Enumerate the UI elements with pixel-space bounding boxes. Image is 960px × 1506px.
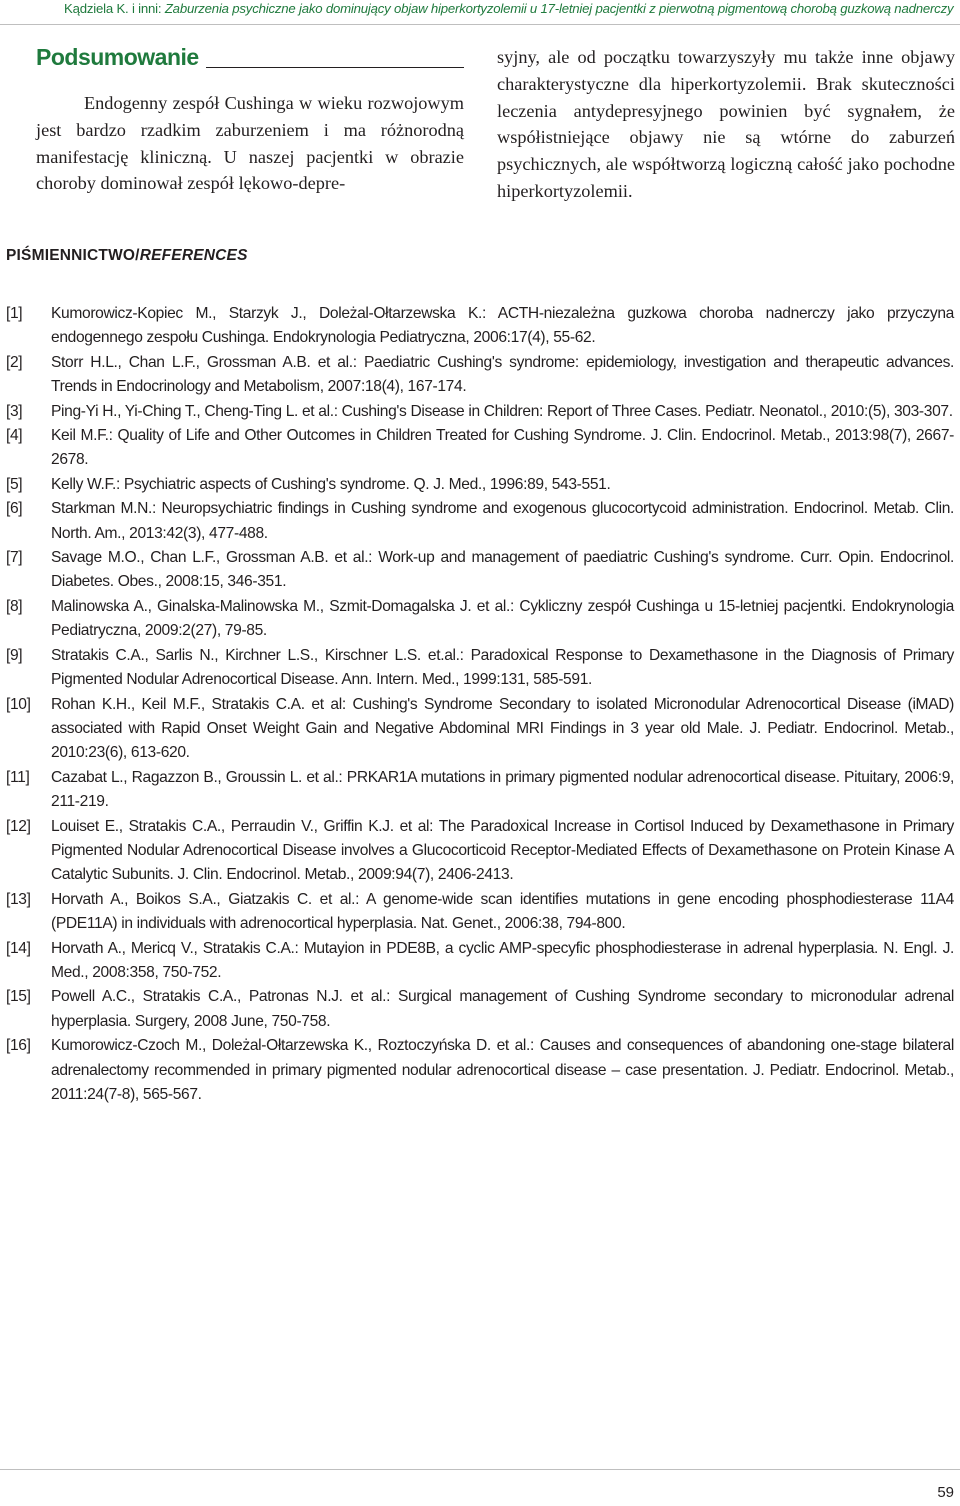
reference-text: Malinowska A., Ginalska-Malinowska M., Szmit-Domagalska J. et al.: Cykliczny zespół Cushinga u 15-letniej pacjentki. Endokrynologia Pediatryczna, 2009:2(27), 79-85.	[51, 597, 954, 640]
header-divider	[0, 24, 960, 25]
reference-text: Savage M.O., Chan L.F., Grossman A.B. et al.: Work-up and management of paediatric Cushing's syndrome. Curr. Opin. Endocrinol. Diabetes. Obes., 2008:15, 346-351.	[51, 549, 954, 591]
reference-text: Rohan K.H., Keil M.F., Stratakis C.A. et al: Cushing's Syndrome Secondary to isolated Micronodular Adrenocortical Disease (iMAD) associated with Rapid Onset Weight Gain and Negative Abdominal MRI Findings in 3 year old Male. J. Pediatr. Endocrinol. Metab., 2010:23(6), 613-620.	[51, 695, 954, 762]
reference-item	[6, 546, 954, 595]
reference-item	[6, 815, 954, 888]
reference-item	[6, 937, 954, 986]
reference-item	[6, 302, 954, 351]
reference-number: [12]	[6, 817, 31, 835]
reference-text: Horvath A., Boikos S.A., Giatzakis C. et al.: A genome-wide scan identifies mutations in gene encoding phosphodiesterase 11A4 (PDE11A) in individuals with adrenocortical hyperplasia. Nat. Genet., 2006:38, 794-800.	[51, 890, 954, 933]
reference-text: Storr H.L., Chan L.F., Grossman A.B. et al.: Paediatric Cushing's syndrome: epidemiology, investigation and therapeutic advances. Trends in Endocrinology and Metabolism, 2007:18(4), 167-174.	[51, 353, 954, 396]
reference-text: Keil M.F.: Quality of Life and Other Outcomes in Children Treated for Cushing Syndrome. J. Clin. Endocrinol. Metab., 2013:98(7), 2667-2678.	[51, 427, 954, 469]
reference-text: Stratakis C.A., Sarlis N., Kirchner L.S., Kirschner L.S. et.al.: Paradoxical Response to Dexamethasone in the Diagnosis of Primary Pigmented Nodular Adrenocortical Disease. Ann. Intern. Med., 1999:131, 585-591.	[51, 646, 954, 689]
reference-text: Louiset E., Stratakis C.A., Perraudin V., Griffin K.J. et al: The Paradoxical Increase in Cortisol Induced by Dexamethasone in Primary Pigmented Nodular Adrenocortical Disease involves a Glucocorticoid Receptor-Mediated Effects of Dexamethasone on Protein Kinase A Catalytic Subunits. J. Clin. Endocrinol. Metab., 2009:94(7), 2406-2413.	[51, 817, 954, 884]
reference-text: Horvath A., Mericq V., Stratakis C.A.: Mutayion in PDE8B, a cyclic AMP-specyfic phosphodiesterase in adrenal hyperplasia. N. Engl. J. Med., 2008:358, 750-752.	[51, 939, 954, 981]
reference-item	[6, 351, 954, 400]
reference-number: [6]	[6, 500, 23, 518]
running-header-title: Zaburzenia psychiczne jako dominujący objaw hiperkortyzolemii u 17-letniej pacjentki z pierwotną pigmentową chorobą guzkową nadnerczy	[164, 1, 954, 16]
reference-item	[6, 473, 954, 497]
reference-text: Starkman M.N.: Neuropsychiatric findings in Cushing syndrome and exogenous glucocortycoid administration. Endocrinol. Metab. Clin. North. Am., 2013:42(3), 477-488.	[51, 500, 954, 542]
reference-text: Cazabat L., Ragazzon B., Groussin L. et al.: PRKAR1A mutations in primary pigmented nodular adrenocortical disease. Pituitary, 2006:9, 211-219.	[51, 768, 954, 811]
summary-right-column: syjny, ale od początku towarzyszyły mu także inne objawy charakterystyczne dla hiperkortyzolemii. Brak skuteczności leczenia antydepresyjnego powinien być sygnałem, że współistniejące objawy nie są wtórne do zaburzeń psychicznych, ale współtworzą logiczną całość jako pochodne hiperkortyzolemii.	[497, 47, 955, 201]
references-heading-italic: REFERENCES	[139, 247, 248, 264]
references-list	[6, 302, 954, 1107]
reference-item	[6, 595, 954, 644]
references-heading	[6, 247, 248, 265]
reference-item	[6, 766, 954, 815]
reference-number: [10]	[6, 695, 31, 713]
running-header-author: Kądziela K. i inni:	[64, 1, 165, 16]
reference-number: [15]	[6, 988, 31, 1006]
reference-item	[6, 497, 954, 546]
reference-number: [4]	[6, 427, 23, 445]
summary-left-column: Endogenny zespół Cushinga w wieku rozwojowym jest bardzo rzadkim zaburzeniem i ma różnorodną manifestację kliniczną. U naszej pacjentki w obrazie choroby dominował zespół lękowo-depre-	[36, 93, 464, 194]
summary-heading-rule	[206, 67, 464, 68]
reference-number: [2]	[6, 353, 23, 371]
reference-text: Kumorowicz-Kopiec M., Starzyk J., Doleżal-Ołtarzewska K.: ACTH-niezależna guzkowa choroba nadnerczy jako przyczyna endogennego zespołu Cushinga. Endokrynologia Pediatryczna, 2006:17(4), 55-62.	[51, 305, 954, 347]
reference-item	[6, 424, 954, 473]
references-heading-plain: PIŚMIENNICTWO/	[6, 247, 140, 264]
page-number: 59	[937, 1484, 954, 1501]
reference-number: [14]	[6, 939, 31, 957]
reference-number: [16]	[6, 1037, 31, 1055]
reference-text: Ping-Yi H., Yi-Ching T., Cheng-Ting L. et al.: Cushing's Disease in Children: Report of Three Cases. Pediatr. Neonatol., 2010:(5), 303-307.	[51, 402, 953, 420]
reference-item	[6, 644, 954, 693]
reference-text: Kumorowicz-Czoch M., Doleżal-Ołtarzewska K., Roztoczyńska D. et al.: Causes and consequences of abandoning one-stage bilateral adrenalectomy recommended in primary pigmented nodular adrenocortical disease – case presentation. J. Pediatr. Endocrinol. Metab., 2011:24(7-8), 565-567.	[51, 1037, 954, 1103]
reference-item	[6, 1034, 954, 1107]
reference-number: [7]	[6, 549, 23, 567]
reference-item	[6, 888, 954, 937]
reference-item	[6, 400, 954, 424]
summary-heading: Podsumowanie	[36, 44, 199, 70]
reference-number: [1]	[6, 305, 23, 322]
reference-item	[6, 985, 954, 1034]
reference-text: Powell A.C., Stratakis C.A., Patronas N.J. et al.: Surgical management of Cushing Syndrome secondary to micronodular adrenal hyperplasia. Surgery, 2008 June, 750-758.	[51, 988, 954, 1030]
footer-divider	[0, 1469, 960, 1470]
reference-text: Kelly W.F.: Psychiatric aspects of Cushing's syndrome. Q. J. Med., 1996:89, 543-551.	[51, 475, 611, 493]
running-header	[64, 1, 954, 16]
reference-number: [8]	[6, 597, 23, 615]
reference-number: [3]	[6, 402, 23, 420]
reference-number: [13]	[6, 890, 31, 908]
reference-number: [9]	[6, 646, 23, 664]
reference-item	[6, 693, 954, 766]
reference-number: [5]	[6, 475, 23, 493]
reference-number: [11]	[6, 768, 30, 786]
